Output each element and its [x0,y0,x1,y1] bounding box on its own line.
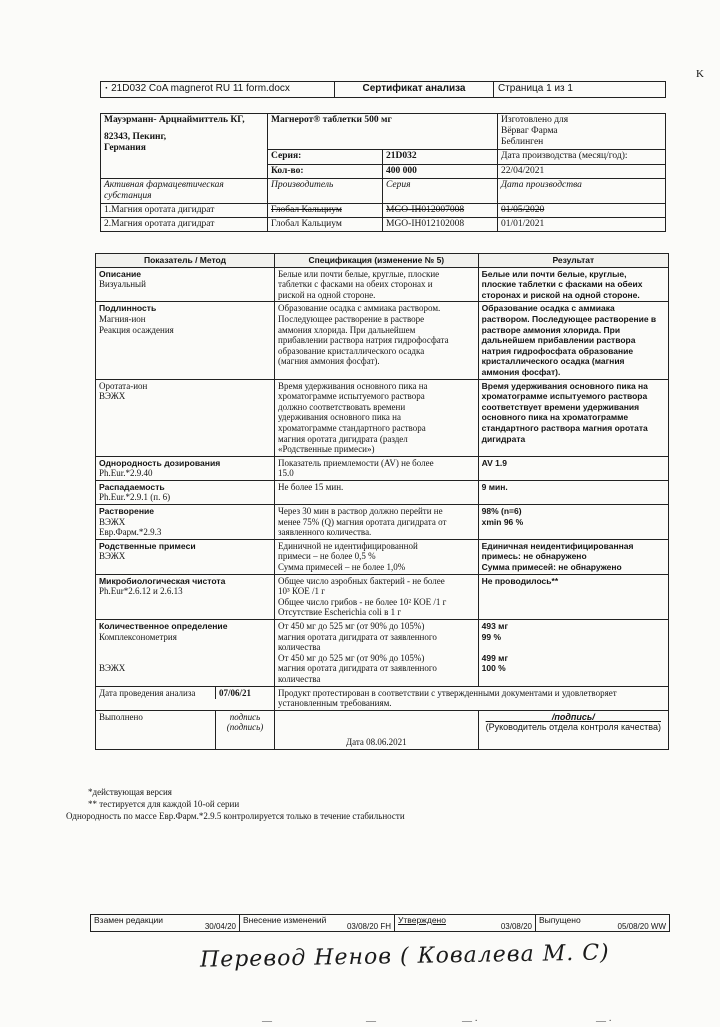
specification-line: Образование осадка с аммиака раствором. [278,303,441,314]
specification-cell [275,574,479,619]
result-line: стандартного раствора магния оротата [481,422,648,433]
specification-line: магния оротата дигидрата (раздел [278,433,408,444]
result-line: сторонах и риской на одной стороне. [481,289,640,300]
substance-manufacturer: Глобал Кальциум [268,204,383,218]
bottom-mark: — · [462,1016,478,1027]
specification-line: Последующее растворение в растворе [278,313,425,324]
indicator-name: Растворение [99,506,155,517]
specification-line: таблетки с фасками на обеих сторонах и [278,279,433,290]
spec-row [96,267,669,302]
result-line: Единичная неидентифицированная [481,540,634,551]
result-line: Не проводилось** [481,575,559,586]
executed-cell [96,710,275,749]
specification-line: количества [278,642,321,653]
product-name: Магнерот® таблетки 500 мг [268,114,498,150]
specification-line: магния оротата дигидрата от заявленного [278,663,437,674]
substance-row [101,204,666,218]
head-signature-cell [478,710,668,749]
result-line: дальнейшем прибавлении раствора [481,335,636,346]
specification-cell [275,539,479,574]
signature-label: подпись [229,711,261,722]
spec-row [96,539,669,574]
indicator-cell [96,302,275,379]
result-cell [478,302,668,379]
substance-series: MGO-IH012007008 [383,204,498,218]
footer-superseded: Взамен редакции 30/04/20 [91,915,240,932]
head-signature: /подпись/ [551,711,595,722]
result-line: 499 мг [481,652,508,663]
signature-placeholder [216,711,274,749]
result-line: Время удерживания основного пика на [481,380,648,391]
result-line: примесь: не обнаружено [481,551,587,562]
indicator-method: Визуальный [99,279,146,290]
doc-title: Сертификат анализа [335,82,494,98]
series-label: Серия: [268,150,383,165]
footer-approved-date: 03/08/20 [500,922,532,931]
specification-line: риской на одной стороне. [278,289,376,300]
made-for-1: Изготовлено для [501,115,569,125]
specification-line: От 450 мг до 525 мг (от 90% до 105%) [278,621,425,631]
indicator-name: Подлинность [99,303,157,314]
qty-label: Кол-во: [268,164,383,179]
indicator-cell [96,574,275,619]
indicator-name: Описание [99,268,142,279]
col-result-header: Результат [478,254,668,268]
result-line: кристаллического осадка (магния [481,356,625,367]
company-cell [101,114,268,179]
specification-line: 10³ КОЕ /1 г [278,586,325,597]
indicator-name: Микробиологическая чистота [99,575,226,586]
indicator-cell [96,539,275,574]
specification-line: От 450 мг до 525 мг (от 90% до 105%) [278,652,425,663]
specification-line: Общее число грибов - не более 10² КОЕ /1 г [278,596,447,607]
release-statement: Продукт протестирован в соответствии с утвержденными документами и удовлетворяет установленным требованиям. [275,686,669,710]
result-cell [478,620,668,687]
indicator-method: Ph.Eur.*2.9.40 [99,468,153,479]
made-for-cell [498,114,666,150]
specification-cell [275,379,479,456]
indicator-name: Однородность дозирования [99,457,221,468]
indicator-method: Оротата-ион [99,380,148,391]
result-line: плоские таблетки с фасками на обеих [481,279,643,290]
footer-superseded-date: 30/04/20 [204,922,236,931]
result-line: дигидрата [481,433,526,444]
analysis-date-label: Дата проведения анализа [96,687,216,700]
spec-row [96,505,669,540]
result-line [482,642,665,653]
specification-line: удерживания основного пика на [278,412,401,423]
indicator-method: Ph.Eur*2.6.12 и 2.6.13 [99,586,183,597]
substance-manufacturer: Глобал Кальциум [268,218,383,232]
qty-value: 400 000 [383,164,498,179]
indicator-cell [96,505,275,540]
indicator-cell [96,480,275,504]
footer-released-date: 05/08/20 WW [617,922,666,931]
specification-line: аммония хлорида. При дальнейшем [278,324,416,335]
result-line: хроматограмме испытуемого раствора [481,391,648,402]
indicator-method: ВЭЖХ [99,551,126,562]
specification-line: магния оротата дигидрата от заявленного [278,631,437,642]
result-line: AV 1.9 [481,457,507,468]
specification-line: прибавлении раствора натрия гидрофосфата [278,335,449,346]
signature-label-paren: (подпись) [226,722,264,733]
specification-line: хроматограмме испытуемого раствора [278,391,425,402]
result-line: 98% (n=6) [481,506,522,517]
footnote-2: ** тестируется для каждой 10-ой серии [88,799,240,809]
specification-cell [275,480,479,504]
specification-line: Сумма примесей – не более 1,0% [278,562,406,573]
col-substance: Активная фармацевтическая субстанция [101,179,268,204]
indicator-name: Распадаемость [99,481,165,492]
specification-line: Показатель приемлемости (AV) не более [278,457,434,468]
footer-approved: Утверждено 03/08/20 [395,915,536,932]
bottom-mark: — · [596,1016,612,1027]
specification-cell [275,267,479,302]
substance-name: 1.Магния оротата дигидрат [101,204,268,218]
substance-date: 01/05/2020 [498,204,666,218]
result-cell [478,379,668,456]
specification-line: Отсутствие Escherichia coli в 1 г [278,607,402,618]
result-line: 99 % [481,631,501,642]
doc-file-name: · 21D032 CoA magnerot RU 11 form.docx [101,82,335,98]
specification-cell [275,302,479,379]
indicator-method: Ph.Eur.*2.9.1 (п. 6) [99,492,171,503]
specification-line: «Родственные примеси») [278,444,375,455]
page-number: Страница 1 из 1 [494,82,666,98]
indicator-method: Реакция осаждения [99,324,174,335]
specification-cell [275,505,479,540]
company-name: Мауэрманн- Арцнаймиттель КГ, [104,115,245,125]
result-line: соответствует времени удерживания [481,401,640,412]
spec-row [96,620,669,687]
specification-line: Единичной не идентифицированной [278,540,418,551]
company-address-1: 82343, Пекинг, [104,132,167,142]
result-cell [478,480,668,504]
footer-released: Выпущено 05/08/20 WW [536,915,670,932]
bottom-mark: — [366,1016,376,1027]
indicator-name: Количественное определение [99,621,228,631]
result-line: Образование осадка с аммиака [481,303,615,314]
indicator-method: Комплексонометрия [99,631,177,642]
result-cell [478,267,668,302]
result-line: натрия гидрофосфата образование [481,345,634,356]
indicator-method: ВЭЖХ [99,516,126,527]
prod-date-label: Дата производства (месяц/год): [498,150,666,165]
col-spec-header: Спецификация (изменение № 5) [275,254,479,268]
col-manufacturer: Производитель [268,179,383,204]
made-for-3: Беблинген [501,137,544,147]
result-cell [478,574,668,619]
handwritten-translator-signature: Перевод Ненов ( Ковалева М. С) [199,940,610,973]
indicator-cell [96,620,275,687]
indicator-cell [96,379,275,456]
date-signed: Дата 08.06.2021 [275,710,479,749]
footer-changes-date: 03/08/20 FH [346,922,391,931]
specification-table [95,253,669,750]
result-line: Сумма примесей: не обнаружено [481,562,622,573]
col-date: Дата производства [498,179,666,204]
specification-line: примеси – не более 0,5 % [278,551,376,562]
specification-line: Время удерживания основного пика на [278,380,428,391]
result-line: аммония фосфат). [481,366,561,377]
col-series: Серия [383,179,498,204]
substance-name: 2.Магния оротата дигидрат [101,218,268,232]
result-line: 9 мин. [481,481,508,492]
substance-row [101,218,666,232]
footnote-1: *действующая версия [88,787,172,797]
prod-date-value: 22/04/2021 [498,164,666,179]
specification-line: Не более 15 мин. [278,481,344,492]
specification-line: (магния аммония фосфат). [278,356,380,367]
result-line: xmin 96 % [481,516,524,527]
substance-series: MGO-IH012102008 [383,218,498,232]
indicator-method [99,642,271,653]
product-info-table [100,113,666,232]
indicator-name: Родственные примеси [99,540,196,551]
specification-line: Общее число аэробных бактерий - не более [278,575,445,586]
footer-changes: Внесение изменений 03/08/20 FH [240,915,395,932]
result-cell [478,505,668,540]
made-for-2: Вёрваг Фарма [501,126,558,136]
indicator-method [99,653,271,664]
spec-row [96,456,669,480]
spec-row [96,574,669,619]
footnote-3: Однородность по массе Евр.Фарм.*2.9.5 контролируется только в течение стабильности [66,811,405,821]
specification-line: образование кристаллического осадка [278,345,425,356]
specification-line: заявленного количества. [278,527,372,538]
result-line: основного пика на хроматограмме [481,412,629,423]
indicator-cell [96,267,275,302]
result-line: 100 % [481,663,506,674]
document-header [100,81,666,98]
analysis-date-value: 07/06/21 [219,687,252,698]
indicator-cell [96,456,275,480]
result-cell [478,539,668,574]
revision-footer [90,914,670,932]
bottom-mark: — [262,1016,272,1027]
analysis-date-cell [96,686,275,710]
result-line: 493 мг [481,621,508,631]
result-line: раствором. Последующее растворение в [481,313,657,324]
series-value: 21D032 [383,150,498,165]
result-line: растворе аммония хлорида. При [481,324,621,335]
specification-line: менее 75% (Q) магния оротата дигидрата от [278,516,447,527]
specification-line: Белые или почти белые, круглые, плоские [278,268,440,279]
specification-line: 15.0 [278,468,294,479]
result-cell [478,456,668,480]
indicator-method: ВЭЖХ [99,391,126,402]
head-title: (Руководитель отдела контроля качества) [485,722,661,733]
spec-row [96,379,669,456]
company-address-2: Германия [104,143,146,153]
indicator-method: Евр.Фарм.*2.9.3 [99,527,162,538]
specification-cell [275,456,479,480]
result-line: Белые или почти белые, круглые, [481,268,627,279]
specification-cell [275,620,479,687]
col-indicator-header: Показатель / Метод [96,254,275,268]
indicator-method: Магния-ион [99,313,146,324]
substance-date: 01/01/2021 [498,218,666,232]
specification-line: количества [278,673,321,684]
specification-line: хроматограмме стандартного раствора [278,422,426,433]
indicator-method: ВЭЖХ [99,663,126,674]
spec-row [96,480,669,504]
executed-label: Выполнено [96,711,216,749]
specification-line: должно соответствовать времени [278,401,406,412]
specification-line: Через 30 мин в раствор должно перейти не [278,506,443,517]
spec-row [96,302,669,379]
corner-mark: K [696,68,704,80]
